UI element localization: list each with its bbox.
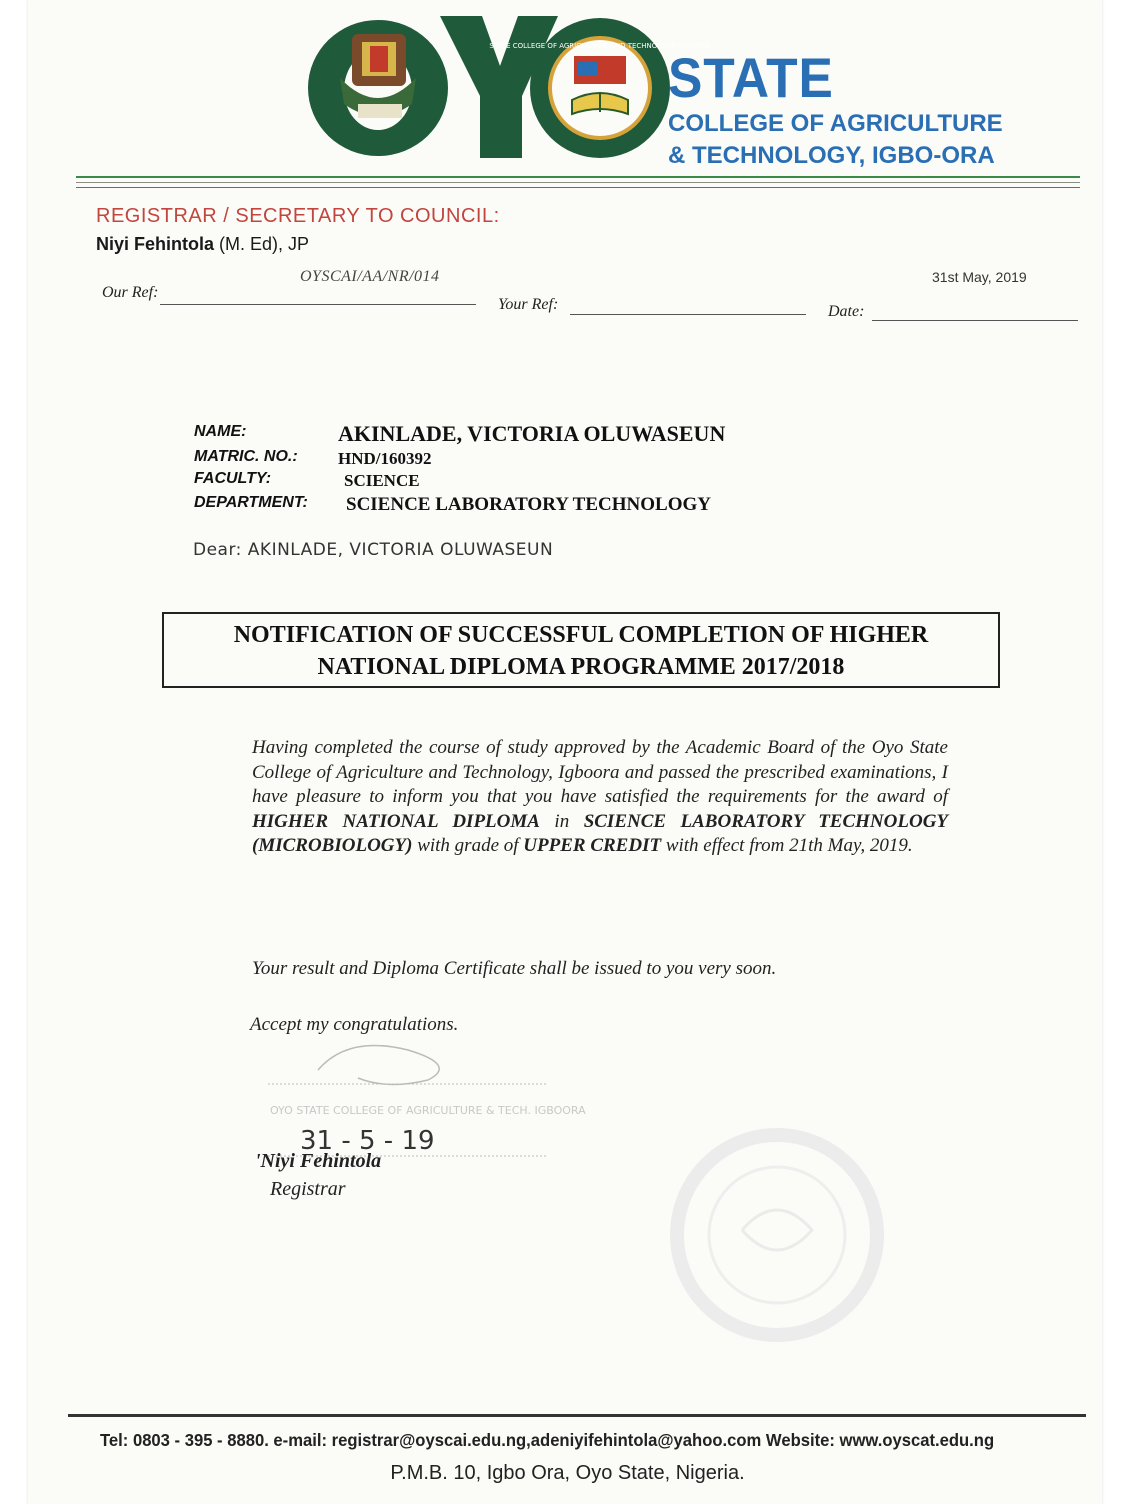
- our-ref-line: [160, 304, 476, 305]
- svg-text:STATE COLLEGE OF AGRICULTURE A: STATE COLLEGE OF AGRICULTURE AND TECHNOLOGY IGBOORA: [489, 42, 711, 50]
- notification-title-line1: NOTIFICATION OF SUCCESSFUL COMPLETION OF HIGHER: [233, 622, 929, 648]
- body-paragraph-2: Your result and Diploma Certificate shall be issued to you very soon.: [252, 958, 777, 979]
- department-label: DEPARTMENT:: [194, 494, 308, 511]
- signatory-name: 'Niyi Fehintola: [255, 1150, 382, 1172]
- footer-rule: [68, 1414, 1086, 1417]
- your-ref-label: Your Ref:: [498, 296, 559, 313]
- student-name: AKINLADE, VICTORIA OLUWASEUN: [338, 421, 726, 446]
- date-value: 31st May, 2019: [932, 269, 1027, 285]
- registrar-title: REGISTRAR / SECRETARY TO COUNCIL:: [96, 205, 500, 227]
- our-ref-value: OYSCAI/AA/NR/014: [300, 268, 440, 285]
- header-rule-green: [76, 176, 1080, 178]
- department-value: SCIENCE LABORATORY TECHNOLOGY: [346, 494, 711, 515]
- faculty-label: FACULTY:: [194, 470, 272, 487]
- faculty-value: SCIENCE: [344, 471, 420, 490]
- notification-title-box: [162, 612, 1000, 688]
- notification-title-line2: NATIONAL DIPLOMA PROGRAMME 2017/2018: [317, 654, 845, 680]
- svg-text:OYO STATE COLLEGE OF AGRICULTU: OYO STATE COLLEGE OF AGRICULTURE & TECH. IGBOORA: [270, 1104, 586, 1117]
- date-line: [872, 320, 1078, 321]
- signatory-role: Registrar: [270, 1178, 346, 1200]
- footer-address: P.M.B. 10, Igbo Ora, Oyo State, Nigeria.: [390, 1462, 745, 1484]
- college-name-line1: COLLEGE OF AGRICULTURE: [668, 110, 1003, 137]
- registrar-name: Niyi Fehintola (M. Ed), JP: [96, 234, 310, 254]
- state-heading: STATE: [668, 46, 834, 109]
- college-name-line2: & TECHNOLOGY, IGBO-ORA: [668, 142, 995, 169]
- matric-number: HND/160392: [338, 449, 432, 468]
- your-ref-line: [570, 314, 806, 315]
- handwritten-date: 31 - 5 - 19: [300, 1126, 435, 1156]
- salutation: Dear: AKINLADE, VICTORIA OLUWASEUN: [193, 540, 554, 560]
- name-label: NAME:: [194, 423, 247, 440]
- embossed-seal: [662, 1120, 892, 1350]
- date-label: Date:: [828, 303, 865, 320]
- header-rule-grey: [76, 182, 1080, 183]
- body-paragraph-3: Accept my congratulations.: [250, 1014, 459, 1035]
- matric-label: MATRIC. NO.:: [194, 448, 298, 465]
- our-ref-label: Our Ref:: [102, 284, 159, 301]
- college-logo: [300, 8, 711, 164]
- footer-contacts: Tel: 0803 - 395 - 8880. e-mail: registrar@oyscai.edu.ng,adeniyifehintola@yahoo.com Website: www.oyscat.edu.ng: [100, 1430, 995, 1450]
- body-paragraph-1: Having completed the course of study approved by the Academic Board of the Oyo State College of Agriculture and Technology, Igboora and passed the prescribed examinations, I have pleasure to inform you that you have satisfied the requirements for the award of HIGHER NATIONAL DIPLOMA in SCIENCE LABORATORY TECHNOLOGY (MICROBIOLOGY) with grade of UPPER CREDIT with effect from 21th May, 2019.: [252, 737, 949, 857]
- header-rule-green-thin: [76, 187, 1080, 188]
